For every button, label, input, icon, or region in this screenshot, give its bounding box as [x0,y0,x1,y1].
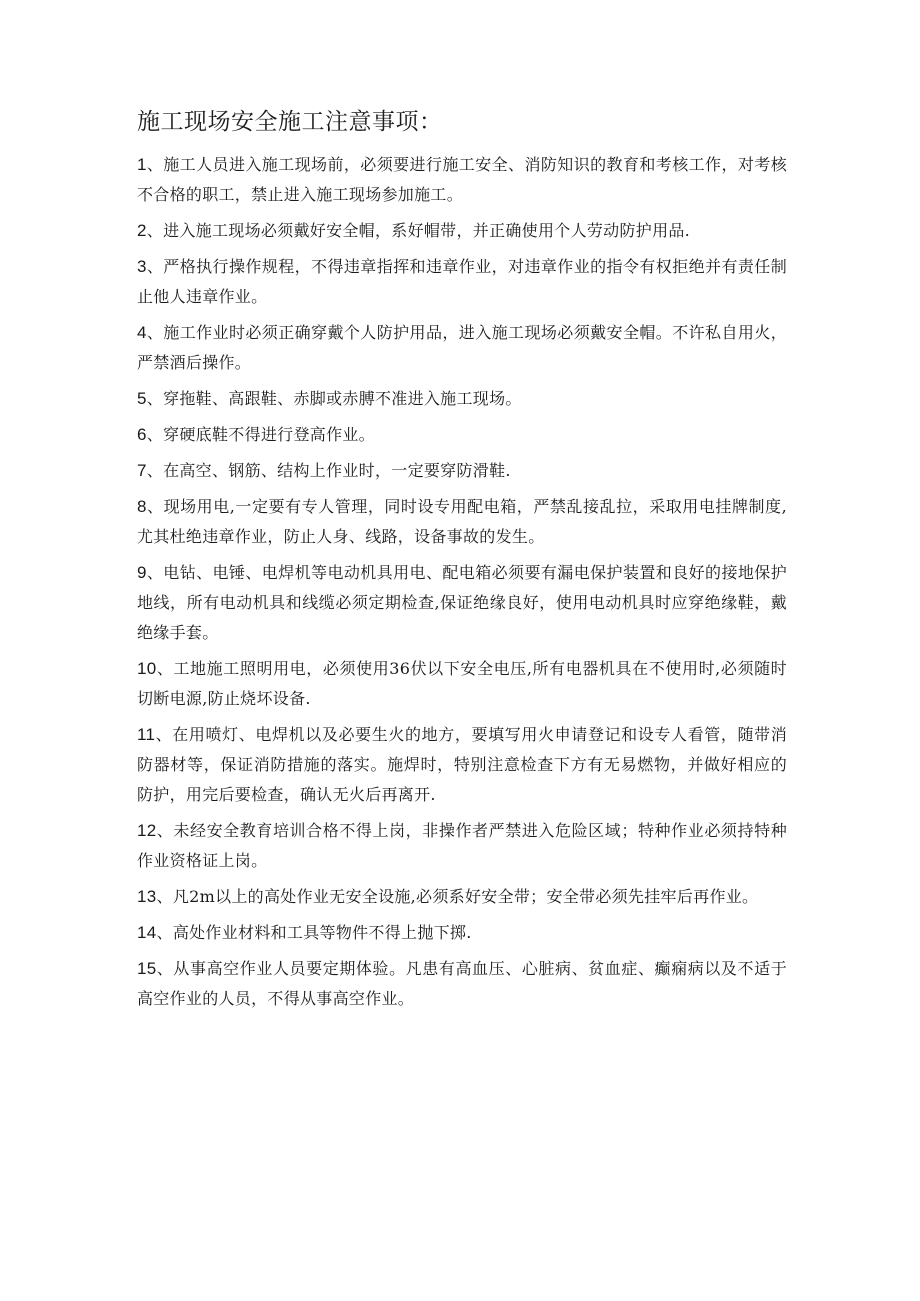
rule-item [137,654,787,714]
rule-number: 5 [137,389,147,408]
rule-number: 9 [137,563,147,582]
rule-text: 、从事高空作业人员要定期体验。凡患有高血压、心脏病、贫血症、癫痫病以及不适于高空作业的人员，不得从事高空作业。 [137,959,787,1008]
rule-item [137,558,787,648]
rule-text: 、进入施工现场必须戴好安全帽，系好帽带，并正确使用个人劳动防护用品. [146,221,691,240]
rule-item [137,882,787,912]
rule-item [137,492,787,552]
rule-text: 、电钻、电锤、电焊机等电动机具用电、配电箱必须要有漏电保护装置和良好的接地保护地线，所有电动机具和线缆必须定期检查,保证绝缘良好，使用电动机具时应穿绝缘鞋，戴绝缘手套。 [137,563,787,642]
rule-item [137,816,787,876]
rule-number: 11 [137,725,156,744]
rule-text: 、凡2m以上的高处作业无安全设施,必须系好安全带；安全带必须先挂牢后再作业。 [156,887,759,906]
rule-number: 10 [137,659,157,678]
rule-item [137,456,787,486]
rule-item [137,216,787,246]
rule-item [137,954,787,1014]
rule-text: 、施工人员进入施工现场前，必须要进行施工安全、消防知识的教育和考核工作，对考核不合格的职工，禁止进入施工现场参加施工。 [137,155,787,204]
rules-list [137,150,787,1020]
rule-text: 、严格执行操作规程，不得违章指挥和违章作业，对违章作业的指令有权拒绝并有责任制止他人违章作业。 [137,257,787,306]
rule-item [137,318,787,378]
rule-text: 、未经安全教育培训合格不得上岗，非操作者严禁进入危险区域；特种作业必须持特种作业资格证上岗。 [137,821,787,870]
rule-number: 15 [137,959,157,978]
rule-text: 、工地施工照明用电，必须使用36伏以下安全电压,所有电器机具在不使用时,必须随时切断电源,防止烧坏设备. [137,659,787,708]
rule-item [137,384,787,414]
rule-text: 、穿硬底鞋不得进行登高作业。 [146,425,375,444]
rule-text: 、现场用电,一定要有专人管理，同时设专用配电箱，严禁乱接乱拉，采取用电挂牌制度,尤其杜绝违章作业，防止人身、线路，设备事故的发生。 [137,497,787,546]
rule-text: 、在用喷灯、电焊机以及必要生火的地方，要填写用火申请登记和设专人看管，随带消防器材等，保证消防措施的落实。施焊时，特别注意检查下方有无易燃物，并做好相应的防护，用完后要检查，确认无火后再离开. [137,725,787,804]
rule-text: 、穿拖鞋、高跟鞋、赤脚或赤膊不准进入施工现场。 [146,389,522,408]
rule-number: 8 [137,497,147,516]
rule-number: 2 [137,221,147,240]
rule-number: 4 [137,323,147,342]
rule-number: 1 [137,155,147,174]
rule-text: 、在高空、钢筋、结构上作业时，一定要穿防滑鞋. [146,461,511,480]
rule-number: 12 [137,821,157,840]
rule-text: 、施工作业时必须正确穿戴个人防护用品，进入施工现场必须戴安全帽。不许私自用火，严禁酒后操作。 [137,323,787,372]
rule-item [137,150,787,210]
rule-number: 14 [137,923,157,942]
rule-number: 13 [137,887,157,906]
rule-item [137,252,787,312]
rule-number: 7 [137,461,147,480]
document-title: 施工现场安全施工注意事项： [137,109,443,135]
rule-number: 3 [137,257,147,276]
rule-item [137,420,787,450]
rule-item [137,720,787,810]
rule-number: 6 [137,425,147,444]
rule-item [137,918,787,948]
rule-text: 、高处作业材料和工具等物件不得上抛下掷. [156,923,472,942]
